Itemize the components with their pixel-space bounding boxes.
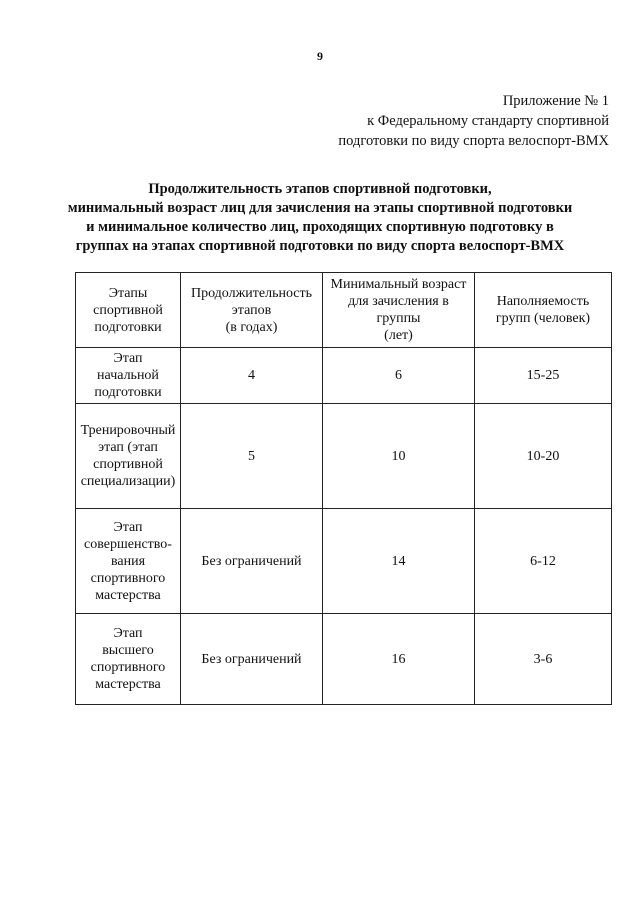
header-duration — [181, 273, 323, 348]
annex-line-2: к Федеральному стандарту спортивной — [367, 113, 609, 129]
table-header-row — [76, 273, 612, 348]
annex-line-3: подготовки по виду спорта велоспорт-BMX — [338, 133, 609, 149]
table-row — [76, 509, 612, 614]
header-text: Наполняемость — [496, 294, 590, 309]
duration-cell: 4 — [181, 348, 323, 404]
header-text: групп (человек) — [495, 311, 591, 326]
stage-text: Этап — [113, 519, 143, 535]
header-text: Минимальный возраст — [330, 277, 467, 292]
title-line-1: Продолжительность этапов спортивной подготовки, — [148, 181, 492, 197]
title-line-2: минимальный возраст лиц для зачисления на этапы спортивной подготовки — [67, 200, 573, 216]
stage-text: мастерства — [95, 677, 161, 692]
stage-cell — [76, 509, 181, 614]
header-text: для зачисления в — [348, 294, 449, 309]
title-line-4: группах на этапах спортивной подготовки по виду спорта велоспорт-BMX — [75, 238, 565, 254]
stage-text: Тренировочный — [80, 423, 176, 438]
header-text: этапов — [231, 302, 272, 318]
stage-text: начальной — [97, 368, 159, 383]
stage-text: спортивного — [90, 570, 166, 586]
duration-cell: Без ограничений — [181, 509, 323, 614]
header-text: Продолжительность — [190, 285, 313, 301]
title-line-3: и минимальное количество лиц, проходящих спортивную подготовку в — [86, 219, 554, 235]
group-size-cell: 6-12 — [475, 509, 612, 614]
header-group-size — [475, 273, 612, 348]
stage-cell — [76, 348, 181, 404]
header-text: Этапы — [108, 285, 148, 301]
header-text: спортивной — [93, 302, 163, 318]
stage-text: этап (этап — [98, 440, 158, 455]
stage-text: спортивного — [90, 660, 166, 675]
stage-text: специализации) — [80, 474, 176, 489]
min-age-cell: 14 — [323, 509, 475, 614]
stage-text: мастерства — [95, 587, 161, 603]
table-row — [76, 348, 612, 404]
header-stage — [76, 273, 181, 348]
group-size-cell: 10-20 — [475, 404, 612, 509]
duration-cell: 5 — [181, 404, 323, 509]
group-size-cell: 15-25 — [475, 348, 612, 404]
stage-text: спортивной — [93, 457, 163, 472]
stages-table — [75, 272, 612, 705]
min-age-cell: 16 — [323, 614, 475, 705]
stage-text: подготовки — [94, 385, 162, 400]
stage-text: высшего — [102, 643, 154, 658]
header-text: (лет) — [384, 328, 413, 343]
header-text: группы — [376, 311, 421, 326]
group-size-cell: 3-6 — [475, 614, 612, 705]
stage-text: Этап — [113, 626, 143, 641]
header-text: (в годах) — [225, 319, 278, 335]
document-title — [60, 180, 580, 256]
annex-line-1: Приложение № 1 — [502, 93, 609, 109]
duration-cell: Без ограничений — [181, 614, 323, 705]
header-min-age — [323, 273, 475, 348]
min-age-cell: 6 — [323, 348, 475, 404]
stage-cell — [76, 614, 181, 705]
min-age-cell: 10 — [323, 404, 475, 509]
table-row — [76, 614, 612, 705]
stage-text: Этап — [113, 351, 143, 366]
stage-text: совершенство- — [84, 536, 172, 552]
header-text: подготовки — [94, 319, 162, 335]
table-row — [76, 404, 612, 509]
stage-text: вания — [110, 553, 146, 569]
annex-header — [338, 91, 609, 151]
stage-cell — [76, 404, 181, 509]
page-number: 9 — [317, 49, 323, 63]
